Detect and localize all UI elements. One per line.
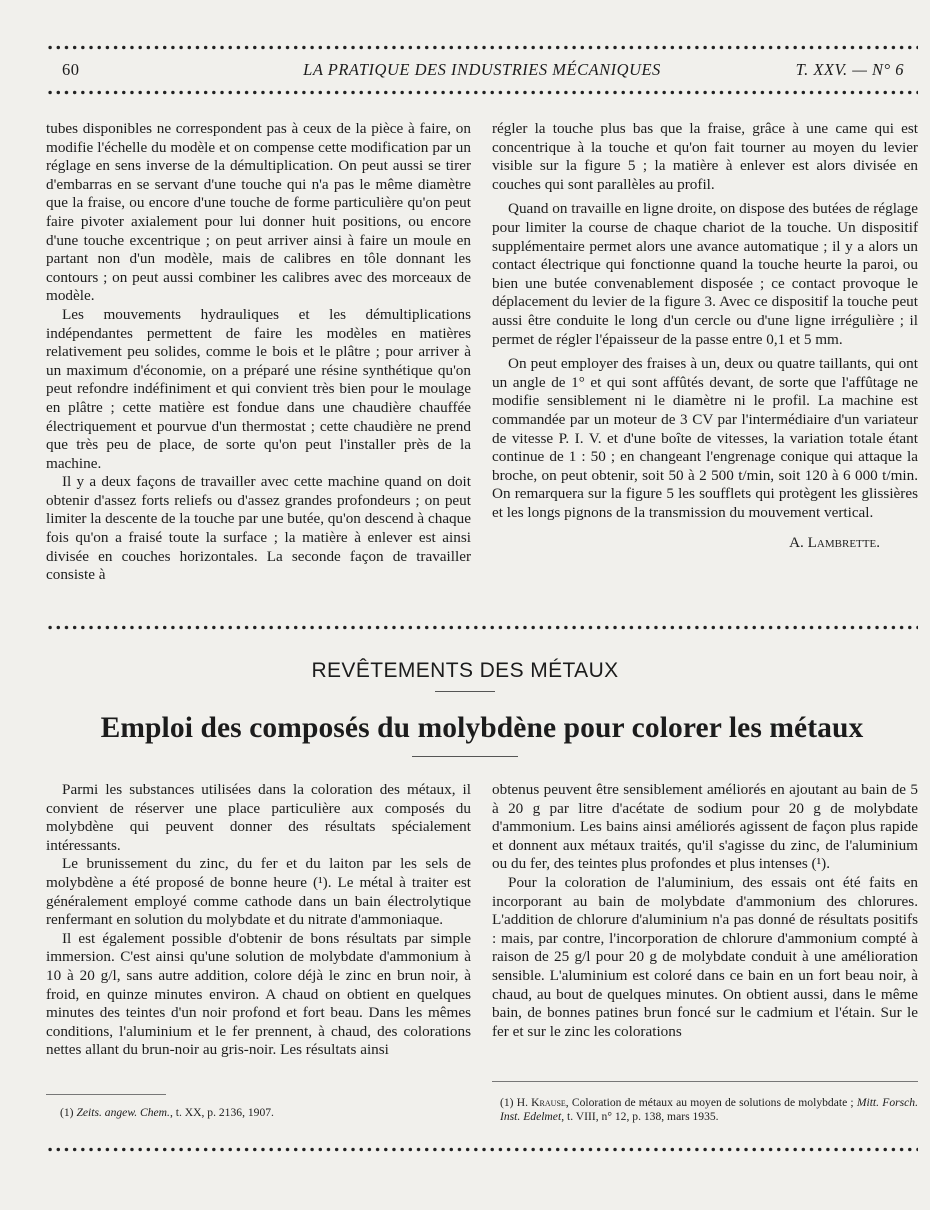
article1-left-column: [46, 120, 471, 585]
running-head: [46, 60, 918, 82]
dotted-rule-top: [46, 44, 918, 51]
footnote-author: H. Krause: [516, 1096, 566, 1109]
paragraph: Pour la coloration de l'aluminium, des essais ont été faits en incorporant au bain de molybdate d'ammonium des chlorures. L'addition de chlorure d'aluminium n'a pas donné de résultats positifs : mais, par contre, l'incorporation de chlorure d'ammonium compté à raison de 25 g/l pour 20 g de molybdate conduit à une amélioration sensible. L'aluminium est coloré dans ce bain en un fort beau noir, à chaud, au bout de quelques minutes. On obtient aussi, dans le même bain, de bonnes patines brun foncé sur le cadmium et l'étain. Sur le fer et sur le zinc les colorations: [492, 873, 918, 1040]
paragraph: Il est également possible d'obtenir de bons résultats par simple immersion. C'est ainsi qu'une solution de molybdate d'ammonium à 10 à 20 g/l, sans autre addition, colore déjà le zinc en brun noir, à froid, en quinze minutes environ. A chaud on obtient en quelques minutes des teintes d'un noir profond et fort beau. Dans les mêmes conditions, l'aluminium et le fer prennent, à chaud, des colorations nettes allant du brun-noir au gris-noir. Les résultats ainsi: [46, 929, 471, 1059]
rubric-underline: [435, 691, 495, 692]
footnote-source: Zeits. angew. Chem.: [76, 1106, 170, 1119]
footnote-details: , t. VIII, n° 12, p. 138, mars 1935.: [561, 1110, 719, 1123]
footnote-details: , t. XX, p. 2136, 1907.: [169, 1106, 274, 1119]
footnote-mark: (1): [60, 1106, 74, 1119]
paragraph: Quand on travaille en ligne droite, on dispose des butées de réglage pour limiter la course de chaque chariot de la touche. Un dispositif supplémentaire permet alors une avance automatique ; il y a alors un contact électrique qui fonctionne quand la touche heurte la paroi, ou bien une butée convenablement disposée ; ce contact provoque le déplacement du levier de la figure 3. Avec ce dispositif la touche peut aussi être conduite le long d'un cercle ou d'une ligne irrégulière ; il permet de régler l'épaisseur de la passe entre 0,1 et 5 mm.: [492, 200, 918, 348]
footnote-rule-right: [492, 1081, 918, 1082]
paragraph: Le brunissement du zinc, du fer et du laiton par les sels de molybdène a été proposé de bonne heure (¹). Le métal à traiter est généralement employé comme cathode dans un bain électrolytique renfermant en solution du molybdate et du nitrate d'ammoniaque.: [46, 855, 471, 929]
footnote-text: , Coloration de métaux au moyen de solutions de molybdate ;: [565, 1096, 857, 1109]
footnote-source: Mitt. Forsch. Inst. Edelmet: [500, 1096, 918, 1123]
footnote-right: [500, 1096, 918, 1124]
article1-right-column: [492, 120, 918, 553]
paragraph: régler la touche plus bas que la fraise, grâce à une came qui est concentrique à la touche et qu'on fait tourner au moyen du levier visible sur la figure 5 ; la matière à enlever est alors divisée en couches qui sont parallèles au profil.: [492, 120, 918, 193]
dotted-rule-header-bottom: [46, 89, 918, 96]
section-rubric: REVÊTEMENTS DES MÉTAUX: [311, 659, 619, 682]
paragraph: tubes disponibles ne correspondent pas à ceux de la pièce à faire, on modifie l'échelle du modèle et on compense cette modification par un réglage en sens inverse de la démultiplication. On peut aussi se tirer d'embarras en se servant d'une touche qui n'a pas le même diamètre que la fraise, ou encore d'une touche de forme particulière qu'on peut faire pivoter axialement pour lui donner huit positions, ou encore d'une touche excentrique ; on peut arriver ainsi à faire un moule en partant non d'un modèle, mais de calibres en tôle donnant les contours ; on peut aussi combiner les calibres avec des morceaux de modèle.: [46, 120, 471, 305]
title-underline: [412, 756, 518, 757]
dotted-rule-bottom: [46, 1146, 918, 1153]
paragraph: On peut employer des fraises à un, deux ou quatre taillants, qui ont un angle de 1° et qui sont affûtés devant, de sorte que l'affûtage ne modifie sensiblement ni le diamètre ni le profil. La machine est commandée par un moteur de 3 CV par l'intermédiaire d'un variateur de vitesse P. I. V. et d'une boîte de vitesses, la variation totale étant continue de 1 : 50 ; en changeant l'engrenage conique qui attaque la broche, on peut obtenir, soit 50 à 2 500 t/min, soit 120 à 6 000 t/min. On remarquera sur la figure 5 les soufflets qui protègent les glissières et les longs pignons de la transmission du mouvement vertical.: [492, 355, 918, 521]
footnote-left: [60, 1106, 460, 1120]
paragraph: obtenus peuvent être sensiblement améliorés en ajoutant au bain de 5 à 20 g par litre d'acétate de sodium pour 20 g de molybdate d'ammonium. Les bains ainsi améliorés agissent de façon plus rapide et donnent aux métaux traités, qu'il s'agisse du zinc, de l'aluminium ou du fer, des teintes plus profondes et plus intenses (¹).: [492, 781, 918, 873]
page-number: 60: [62, 60, 80, 79]
journal-title: LA PRATIQUE DES INDUSTRIES MÉCANIQUES: [303, 60, 661, 79]
paragraph: Il y a deux façons de travailler avec cette machine quand on doit obtenir d'assez forts reliefs ou d'assez grandes profondeurs ; on peut limiter la descente de la touche par une butée, qu'on descend à chaque fois qu'on a fraisé toute la surface ; la matière à enlever est ainsi divisée en couches horizontales. La seconde façon de travailler consiste à: [46, 473, 471, 584]
paragraph: Les mouvements hydrauliques et les démultiplications indépendantes permettent de faire les modèles en matières relativement peu solides, comme le bois et le plâtre ; pour arriver à un maximum d'économie, on a préparé une résine synthétique qu'on peut refondre indéfiniment et qui convient très bien pour le moulage en plâtre ; cette matière est fondue dans une chaudière chauffée électriquement et pourvue d'un thermostat ; cette chaudière ne prend que très peu de place, de sorte qu'on peut l'installer près de la machine.: [46, 305, 471, 472]
paragraph: Parmi les substances utilisées dans la coloration des métaux, il convient de réserver une place particulière aux composés du molybdène qui peuvent donner des résultats spécialement intéressants.: [46, 781, 471, 854]
author-signature: A. Lambrette.: [789, 534, 880, 552]
article2-right-column: [492, 781, 918, 1041]
dotted-rule-article-divider: [46, 624, 918, 631]
article2-left-column: [46, 781, 471, 1060]
footnote-rule-left: [46, 1094, 166, 1095]
volume-issue: T. XXV. — N° 6: [795, 60, 904, 79]
article-title: Emploi des composés du molybdène pour colorer les métaux: [100, 712, 864, 744]
footnote-mark: (1): [500, 1096, 514, 1109]
